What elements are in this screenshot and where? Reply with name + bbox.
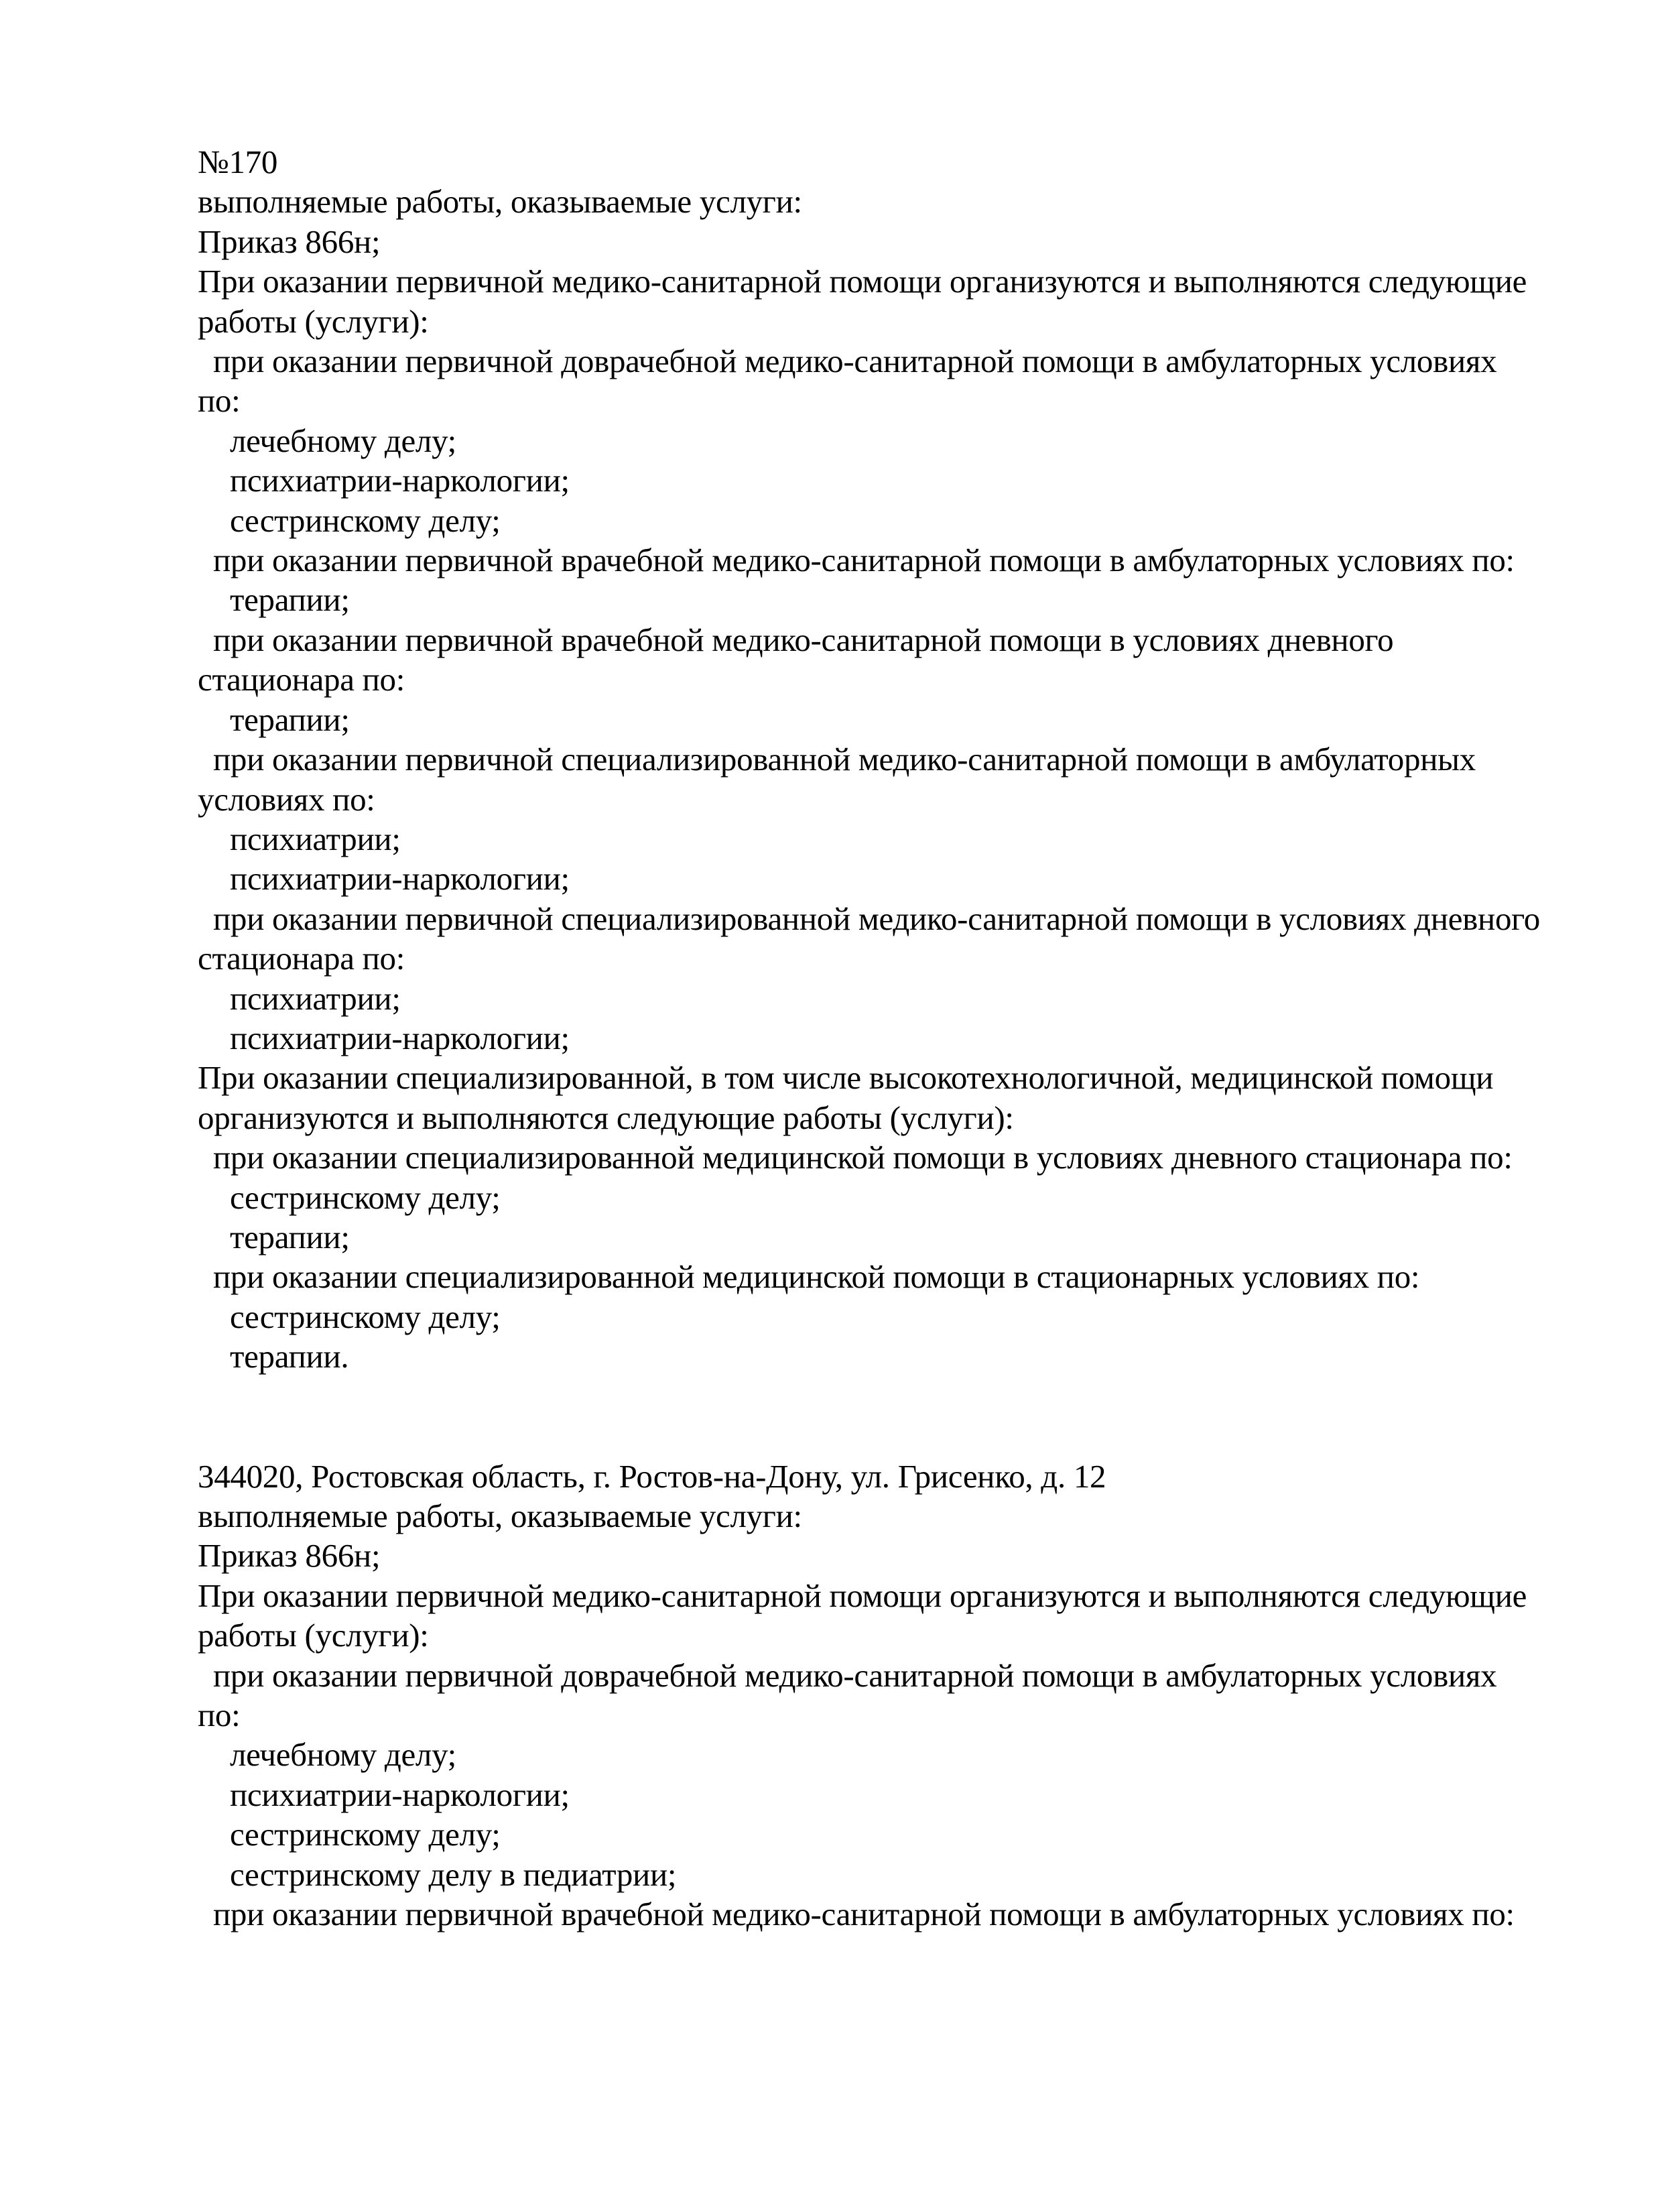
- text-line: при оказании первичной врачебной медико-санитарной помощи в амбулаторных условиях по:: [213, 542, 1515, 579]
- text-line: психиатрии;: [230, 820, 401, 857]
- text-line: по:: [198, 1697, 241, 1734]
- text-line: лечебному делу;: [230, 422, 456, 459]
- text-line: При оказании первичной медико-санитарной помощи организуются и выполняются следующие: [198, 1577, 1527, 1614]
- text-line: сестринскому делу в педиатрии;: [230, 1855, 677, 1893]
- text-line: Приказ 866н;: [198, 223, 381, 260]
- text-line: психиатрии;: [230, 979, 401, 1017]
- text-line: выполняемые работы, оказываемые услуги:: [198, 1497, 802, 1534]
- text-line: по:: [198, 382, 241, 420]
- text-line: работы (услуги):: [198, 302, 429, 340]
- text-line: выполняемые работы, оказываемые услуги:: [198, 183, 802, 221]
- text-line: психиатрии-наркологии;: [230, 462, 570, 499]
- text-line: терапии;: [230, 581, 350, 619]
- text-line: сестринскому делу;: [230, 1178, 501, 1216]
- text-line: при оказании первичной специализированной медико-санитарной помощи в условиях дневного: [213, 900, 1540, 937]
- license-works-block-1: [198, 142, 1578, 1377]
- text-line: №170: [198, 143, 278, 180]
- text-line: стационара по:: [198, 940, 405, 977]
- text-line: стационара по:: [198, 661, 405, 698]
- text-line: При оказании первичной медико-санитарной помощи организуются и выполняются следующие: [198, 263, 1527, 300]
- text-line: работы (услуги):: [198, 1617, 429, 1654]
- text-line: лечебному делу;: [230, 1736, 456, 1774]
- text-line: психиатрии-наркологии;: [230, 1776, 570, 1813]
- text-line: при оказании первичной специализированной медико-санитарной помощи в амбулаторных: [213, 741, 1476, 778]
- license-text: [198, 142, 1578, 1934]
- text-line: при оказании первичной доврачебной медико-санитарной помощи в амбулаторных условиях: [213, 343, 1497, 380]
- text-line: при оказании первичной доврачебной медико-санитарной помощи в амбулаторных условиях: [213, 1656, 1497, 1694]
- text-line: терапии;: [230, 700, 350, 738]
- text-line: психиатрии-наркологии;: [230, 1019, 570, 1056]
- text-line: сестринскому делу;: [230, 1816, 501, 1853]
- text-line: психиатрии-наркологии;: [230, 860, 570, 898]
- text-line: сестринскому делу;: [230, 1298, 501, 1335]
- text-line: при оказании первичной врачебной медико-санитарной помощи в условиях дневного: [213, 621, 1394, 658]
- text-line: терапии;: [230, 1218, 350, 1255]
- text-line: 344020, Ростовская область, г. Ростов-на-Дону, ул. Грисенко, д. 12: [198, 1457, 1106, 1495]
- text-line: при оказании специализированной медицинской помощи в стационарных условиях по:: [213, 1258, 1420, 1296]
- text-line: При оказании специализированной, в том числе высокотехнологичной, медицинской помощи: [198, 1059, 1494, 1097]
- text-line: условиях по:: [198, 780, 375, 818]
- text-line: терапии.: [230, 1338, 349, 1375]
- text-line: при оказании специализированной медицинской помощи в условиях дневного стационара по:: [213, 1139, 1513, 1176]
- license-works-block-2: [198, 1457, 1578, 1934]
- text-line: Приказ 866н;: [198, 1537, 381, 1575]
- text-line: при оказании первичной врачебной медико-санитарной помощи в амбулаторных условиях по:: [213, 1896, 1515, 1933]
- text-line: сестринскому делу;: [230, 501, 501, 539]
- text-line: организуются и выполняются следующие работы (услуги):: [198, 1099, 1014, 1136]
